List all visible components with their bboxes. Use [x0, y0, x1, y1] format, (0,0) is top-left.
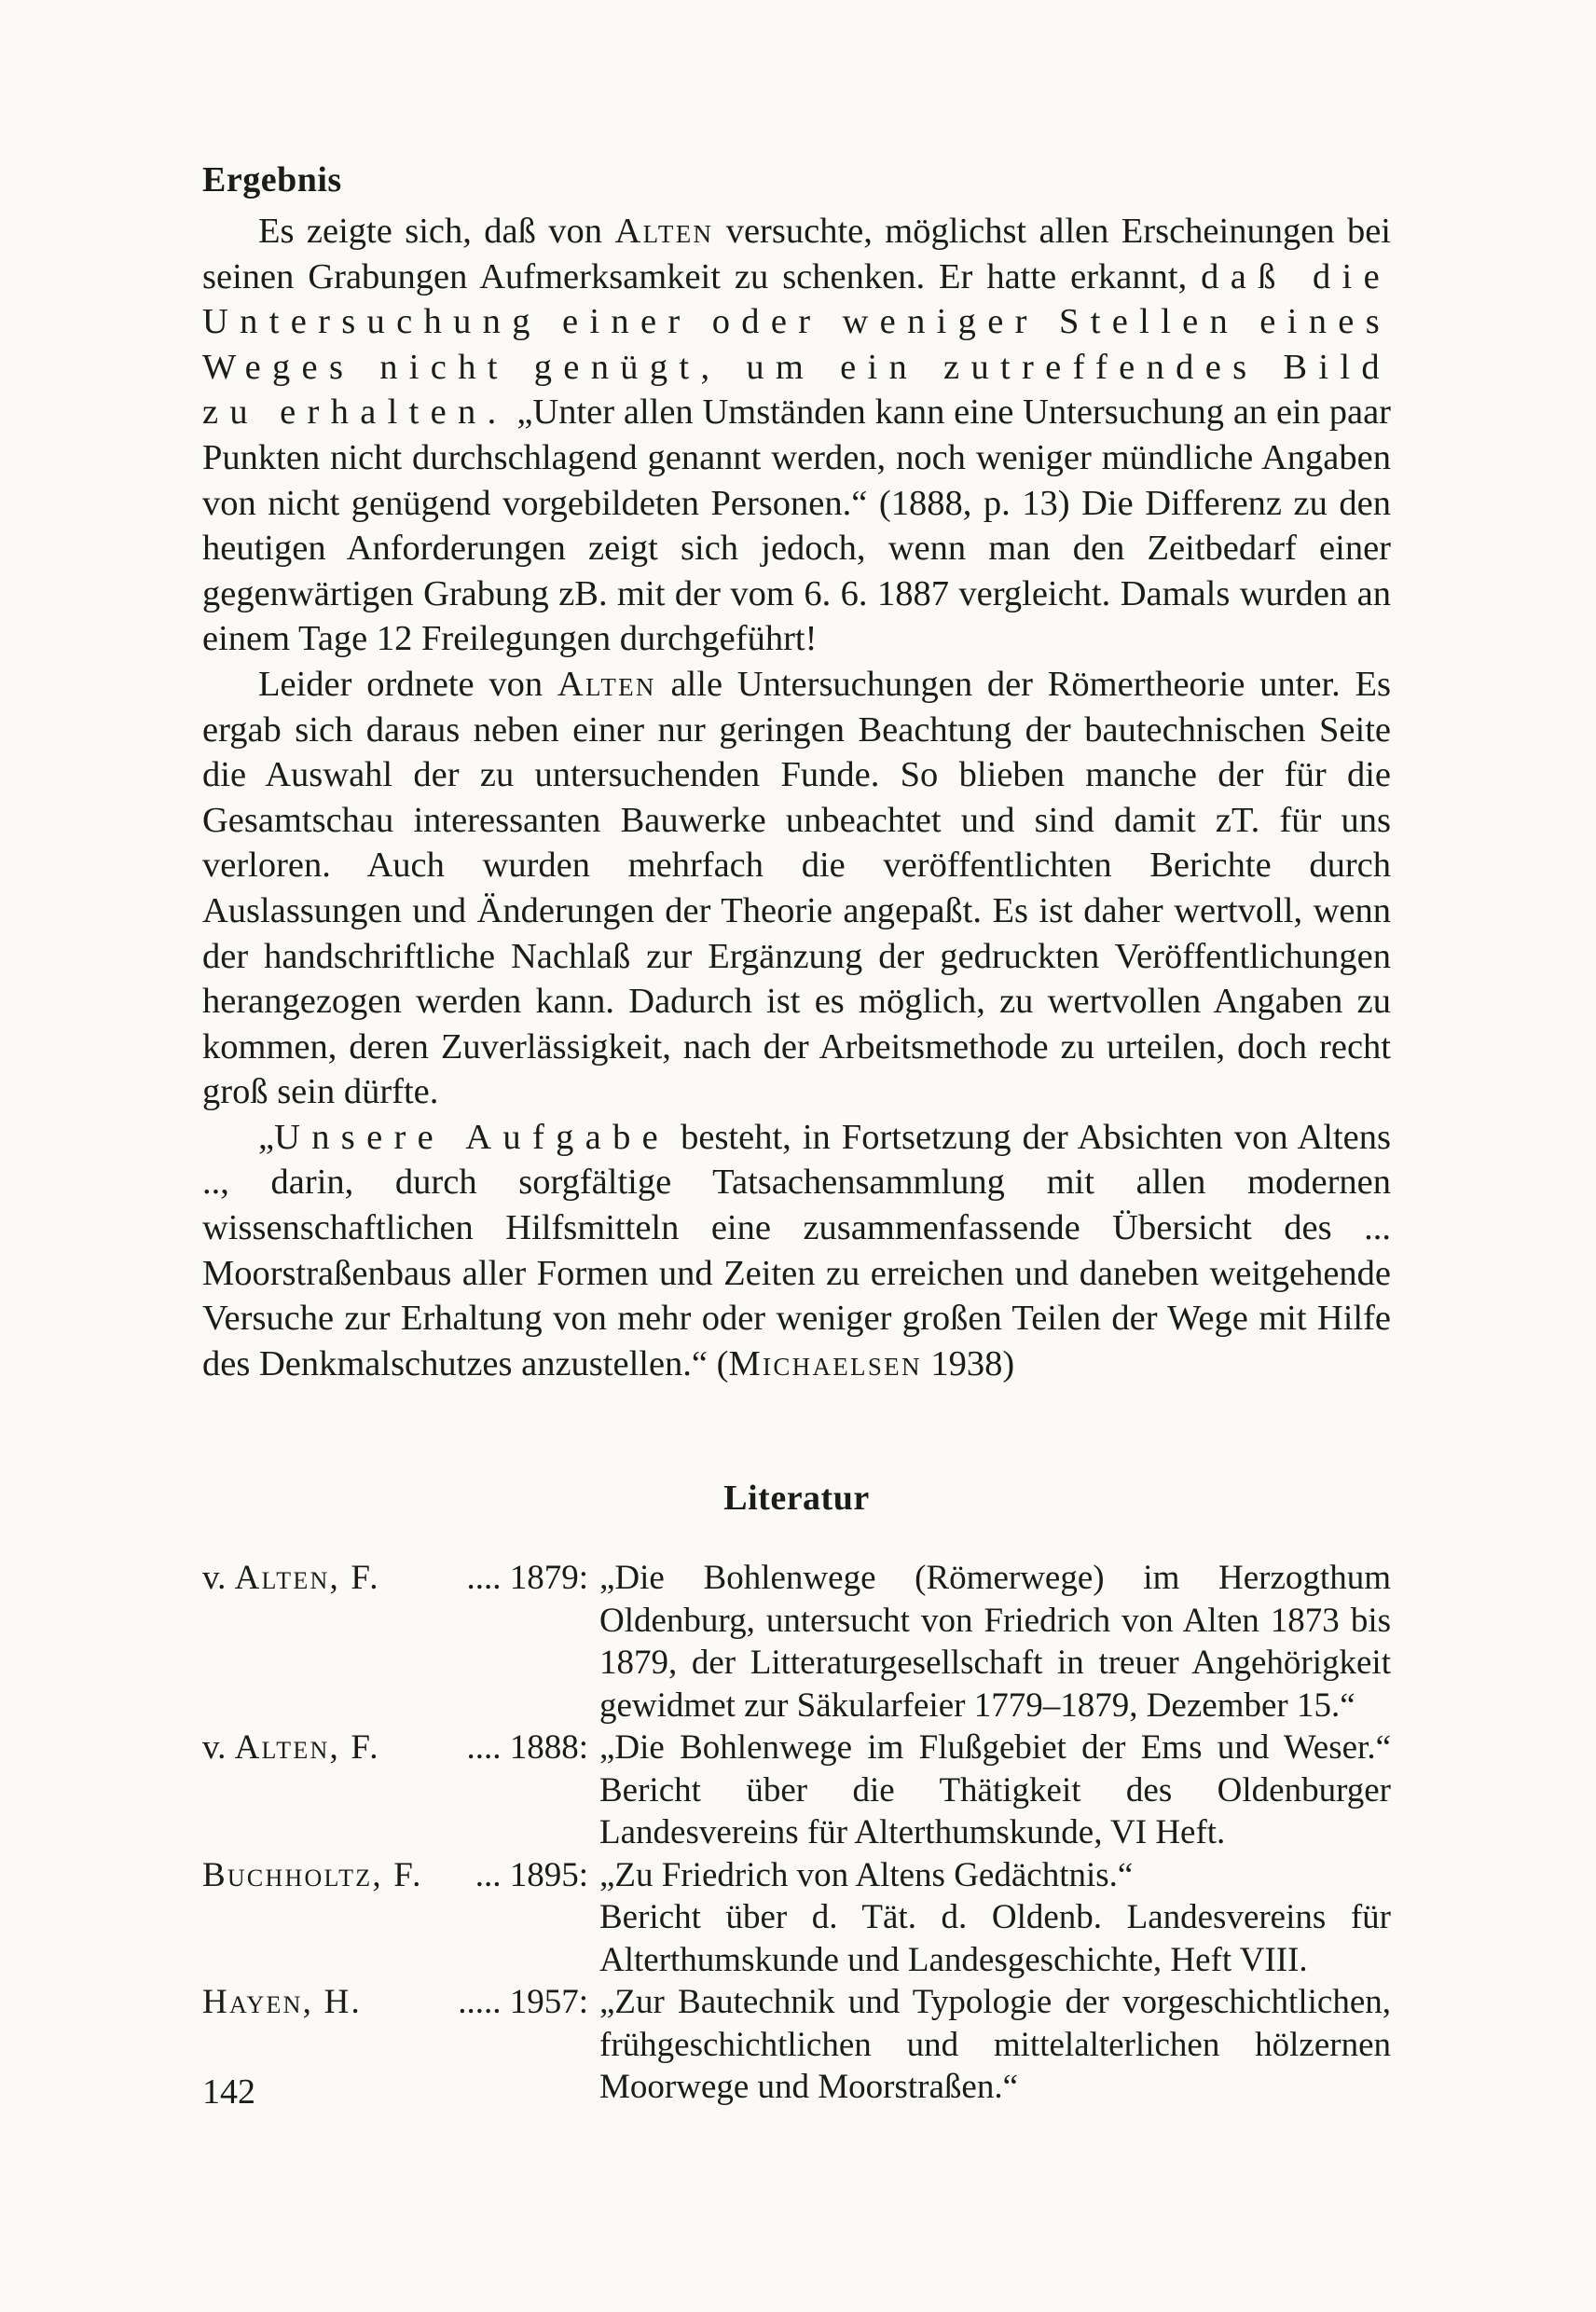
- year-value: 1879:: [509, 1559, 588, 1597]
- literature-key: [202, 1981, 599, 2024]
- text-run: 1938): [921, 1343, 1015, 1383]
- literature-citation: [599, 1727, 1391, 1854]
- text-run: „: [258, 1117, 275, 1157]
- author-name: Hayen, H.: [202, 1983, 362, 2021]
- literature-key: [202, 1557, 599, 1600]
- paragraph-1: [202, 209, 1391, 662]
- author-prefix: v.: [202, 1728, 235, 1767]
- text-run: besteht, in Fortsetzung der Absichten von Altens .., darin, durch sorgfältige Tatsachensammlung mit allen modernen wissenschaftlichen Hilfsmitteln eine zusammenfassende Übersicht des ... Moorstraßenbaus aller Formen und Zeiten zu erreichen und daneben weitgehende Versuche zur Erhaltung von mehr oder weniger großen Teilen der Wege mit Hilfe des Denkmalschutzes anzustellen.“ (: [202, 1117, 1391, 1383]
- text-run: Es zeigte sich, daß von: [258, 212, 615, 251]
- literature-author: [202, 1981, 362, 2024]
- author-name: Alten, F.: [234, 1559, 380, 1597]
- literature-entry: [202, 1557, 1391, 1727]
- text-run: versuchte, möglichst allen Erscheinungen bei seinen Grabungen Aufmerksamkeit zu schenken. Er hatte erkannt,: [202, 212, 1391, 296]
- citation-line: Bericht über d. Tät. d. Oldenb. Landesvereins für Alterthumskunde und Landesgeschichte, Heft VIII.: [599, 1898, 1391, 1979]
- literature-entry: [202, 1981, 1391, 2109]
- text-run: alle Untersuchungen der Römertheorie unter. Es ergab sich daraus neben einer nur geringen Beachtung der bautechnischen Seite die Auswahl der zu untersuchenden Funde. So blieben manche der für die Gesamtschau interessanten Bauwerke unbeachtet und sind damit zT. für uns verloren. Auch wurden mehrfach die veröffentlichten Berichte durch Auslassungen und Änderungen der Theorie angepaßt. Es ist daher wertvoll, wenn der handschriftliche Nachlaß zur Ergänzung der gedruckten Veröffentlichungen herangezogen werden kann. Dadurch ist es möglich, zu wertvollen Angaben zu kommen, deren Zuverlässigkeit, nach der Arbeitsmethode zu urteilen, doch recht groß sein dürfte.: [202, 664, 1391, 1112]
- leader-dots: ....: [466, 1728, 510, 1767]
- author-name: Michaelsen: [728, 1343, 922, 1383]
- literature-year: [466, 1557, 588, 1600]
- literature-citation: [599, 1854, 1391, 1982]
- author-name: Alten: [557, 664, 656, 704]
- literature-year: [458, 1981, 588, 2024]
- author-name: Buchholtz, F.: [202, 1855, 423, 1894]
- citation-line: „Die Bohlenwege im Flußgebiet der Ems und Weser.“ Bericht über die Thätigkeit des Oldenburger Landesvereins für Alterthumskunde, VI Heft.: [599, 1728, 1391, 1851]
- literature-author: [202, 1727, 380, 1769]
- emphasized-text: Unsere Aufgabe: [274, 1117, 670, 1157]
- section-heading: Ergebnis: [202, 160, 342, 200]
- year-value: 1888:: [509, 1728, 588, 1767]
- leader-dots: ....: [466, 1559, 510, 1597]
- citation-line: „Die Bohlenwege (Römerwege) im Herzogthum Oldenburg, untersucht von Friedrich von Alten 1873 bis 1879, der Litteraturgesellschaft in treuer Angehörigkeit gewidmet zur Säkularfeier 1779–1879, Dezember 15.“: [599, 1559, 1391, 1725]
- text-run: Leider ordnete von: [258, 664, 557, 704]
- literature-author: [202, 1557, 380, 1600]
- literature-entry: [202, 1854, 1391, 1982]
- year-value: 1895:: [509, 1855, 588, 1894]
- page-number: 142: [202, 2072, 255, 2112]
- year-value: 1957:: [509, 1983, 588, 2021]
- citation-line: „Zur Bautechnik und Typologie der vorgeschichtlichen, frühgeschichtlichen und mittelalterlichen hölzernen Moorwege und Moorstraßen.“: [599, 1983, 1391, 2106]
- author-prefix: v.: [202, 1559, 235, 1597]
- literature-list: [202, 1557, 1391, 2109]
- result-section: [202, 157, 1391, 1386]
- leader-dots: ...: [475, 1855, 510, 1894]
- leader-dots: .....: [458, 1983, 510, 2021]
- emphasized-text: daß die Untersuchung einer oder weniger Stellen eines Weges nicht genügt, um ein zutreffendes Bild zu erhalten.: [202, 256, 1391, 433]
- author-name: Alten: [614, 212, 714, 251]
- paragraph-3: [202, 1115, 1391, 1387]
- literature-heading: Literatur: [723, 1479, 870, 1518]
- literature-entry: [202, 1727, 1391, 1854]
- literature-year: [466, 1727, 588, 1769]
- literature-year: [475, 1854, 588, 1897]
- literature-author: [202, 1854, 423, 1897]
- citation-line: „Zu Friedrich von Altens Gedächtnis.“: [599, 1855, 1134, 1894]
- paragraph-2: [202, 662, 1391, 1115]
- text-run: „Unter allen Umständen kann eine Untersuchung an ein paar Punkten nicht durchschlagend genannt werden, noch weniger mündliche Angaben von nicht genügend vorgebildeten Personen.“ (1888, p. 13) Die Differenz zu den heutigen Anforderungen zeigt sich jedoch, wenn man den Zeitbedarf einer gegenwärtigen Grabung zB. mit der vom 6. 6. 1887 vergleicht. Damals wurden an einem Tage 12 Freilegungen durchgeführt!: [202, 392, 1391, 659]
- literature-citation: [599, 1981, 1391, 2109]
- author-name: Alten, F.: [234, 1728, 380, 1767]
- literature-key: [202, 1854, 599, 1897]
- literature-key: [202, 1727, 599, 1769]
- literature-citation: [599, 1557, 1391, 1727]
